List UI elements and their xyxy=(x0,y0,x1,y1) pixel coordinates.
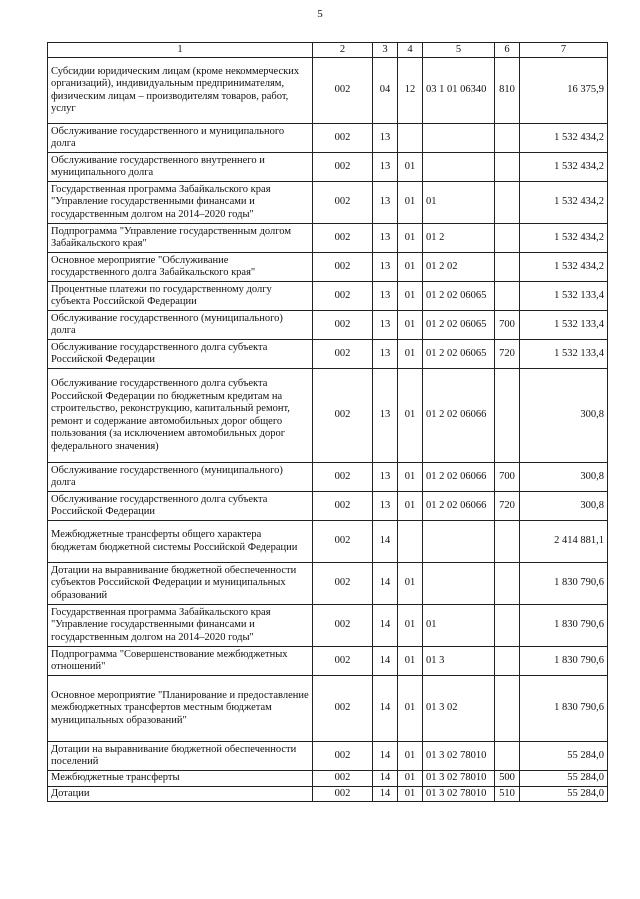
row-expense-type: 510 xyxy=(495,786,520,802)
row-amount: 1 532 133,4 xyxy=(520,282,608,311)
row-expense-type xyxy=(495,282,520,311)
row-grbs-code: 002 xyxy=(313,58,373,124)
row-section-code: 13 xyxy=(373,224,398,253)
table-row xyxy=(48,463,608,492)
row-name: Обслуживание государственного долга субъекта Российской Федерации xyxy=(48,492,313,521)
row-section-code: 13 xyxy=(373,124,398,153)
row-subsection-code: 01 xyxy=(398,340,423,369)
row-section-code: 14 xyxy=(373,771,398,787)
table-row xyxy=(48,563,608,605)
row-expense-type xyxy=(495,605,520,647)
row-expense-type: 720 xyxy=(495,340,520,369)
header-col-1: 1 xyxy=(48,43,313,58)
row-subsection-code: 01 xyxy=(398,311,423,340)
row-name: Обслуживание государственного и муниципального долга xyxy=(48,124,313,153)
row-section-code: 14 xyxy=(373,563,398,605)
row-amount: 300,8 xyxy=(520,463,608,492)
table-row xyxy=(48,311,608,340)
row-amount: 300,8 xyxy=(520,369,608,463)
row-expense-type xyxy=(495,369,520,463)
table-header-row xyxy=(48,43,608,58)
row-name: Государственная программа Забайкальского края "Управление государственными финансами и государственным долгом на 2014–2020 годы" xyxy=(48,182,313,224)
row-amount: 55 284,0 xyxy=(520,786,608,802)
table-row xyxy=(48,224,608,253)
row-grbs-code: 002 xyxy=(313,124,373,153)
budget-table xyxy=(47,42,608,802)
row-name: Процентные платежи по государственному долгу субъекта Российской Федерации xyxy=(48,282,313,311)
row-subsection-code: 01 xyxy=(398,676,423,742)
row-expense-type xyxy=(495,124,520,153)
row-amount: 300,8 xyxy=(520,492,608,521)
row-section-code: 13 xyxy=(373,463,398,492)
row-grbs-code: 002 xyxy=(313,521,373,563)
table-row xyxy=(48,340,608,369)
row-amount: 1 532 434,2 xyxy=(520,224,608,253)
row-subsection-code: 01 xyxy=(398,647,423,676)
row-expense-type: 700 xyxy=(495,463,520,492)
row-target-article xyxy=(423,563,495,605)
row-expense-type xyxy=(495,153,520,182)
row-target-article xyxy=(423,521,495,563)
row-section-code: 13 xyxy=(373,369,398,463)
table-row xyxy=(48,521,608,563)
row-target-article: 01 2 02 06065 xyxy=(423,311,495,340)
row-amount: 55 284,0 xyxy=(520,742,608,771)
header-col-5: 5 xyxy=(423,43,495,58)
row-subsection-code: 01 xyxy=(398,253,423,282)
row-section-code: 14 xyxy=(373,605,398,647)
row-name: Обслуживание государственного (муниципального) долга xyxy=(48,463,313,492)
row-target-article: 01 2 02 06066 xyxy=(423,492,495,521)
row-grbs-code: 002 xyxy=(313,742,373,771)
row-grbs-code: 002 xyxy=(313,605,373,647)
row-grbs-code: 002 xyxy=(313,369,373,463)
row-grbs-code: 002 xyxy=(313,563,373,605)
row-name: Обслуживание государственного долга субъекта Российской Федерации по бюджетным кредитам на строительство, реконструкцию, капитальный ремонт, ремонт и содержание автомобильных дорог общего пользования (за исключением автомобильных дорог федерального значения) xyxy=(48,369,313,463)
table-row xyxy=(48,153,608,182)
row-name: Межбюджетные трансферты общего характера бюджетам бюджетной системы Российской Федерации xyxy=(48,521,313,563)
row-target-article: 01 2 02 06065 xyxy=(423,340,495,369)
row-grbs-code: 002 xyxy=(313,182,373,224)
row-amount: 1 532 133,4 xyxy=(520,340,608,369)
row-expense-type xyxy=(495,521,520,563)
row-target-article: 01 2 02 06066 xyxy=(423,463,495,492)
row-section-code: 13 xyxy=(373,253,398,282)
row-grbs-code: 002 xyxy=(313,282,373,311)
row-section-code: 13 xyxy=(373,492,398,521)
row-subsection-code: 01 xyxy=(398,786,423,802)
row-name: Обслуживание государственного долга субъекта Российской Федерации xyxy=(48,340,313,369)
row-section-code: 14 xyxy=(373,742,398,771)
row-subsection-code: 01 xyxy=(398,492,423,521)
row-amount: 1 532 434,2 xyxy=(520,153,608,182)
row-grbs-code: 002 xyxy=(313,771,373,787)
row-amount: 1 830 790,6 xyxy=(520,647,608,676)
table-row xyxy=(48,253,608,282)
table-row xyxy=(48,605,608,647)
row-target-article xyxy=(423,124,495,153)
row-grbs-code: 002 xyxy=(313,153,373,182)
row-expense-type: 810 xyxy=(495,58,520,124)
row-section-code: 13 xyxy=(373,311,398,340)
row-expense-type xyxy=(495,676,520,742)
header-col-2: 2 xyxy=(313,43,373,58)
row-name: Подпрограмма "Управление государственным долгом Забайкальского края" xyxy=(48,224,313,253)
row-section-code: 13 xyxy=(373,182,398,224)
header-col-6: 6 xyxy=(495,43,520,58)
row-name: Обслуживание государственного (муниципального) долга xyxy=(48,311,313,340)
row-amount: 55 284,0 xyxy=(520,771,608,787)
row-target-article: 01 3 02 xyxy=(423,676,495,742)
row-target-article: 01 3 02 78010 xyxy=(423,742,495,771)
row-amount: 1 830 790,6 xyxy=(520,563,608,605)
row-name: Межбюджетные трансферты xyxy=(48,771,313,787)
header-col-7: 7 xyxy=(520,43,608,58)
row-target-article: 03 1 01 06340 xyxy=(423,58,495,124)
row-target-article: 01 2 02 06065 xyxy=(423,282,495,311)
row-expense-type: 720 xyxy=(495,492,520,521)
header-col-3: 3 xyxy=(373,43,398,58)
header-col-4: 4 xyxy=(398,43,423,58)
row-grbs-code: 002 xyxy=(313,786,373,802)
row-target-article: 01 3 02 78010 xyxy=(423,771,495,787)
row-expense-type xyxy=(495,182,520,224)
row-target-article xyxy=(423,153,495,182)
row-name: Субсидии юридическим лицам (кроме некоммерческих организаций), индивидуальным предпринимателям, физическим лицам – производителям товаров, работ, услуг xyxy=(48,58,313,124)
row-section-code: 13 xyxy=(373,282,398,311)
row-section-code: 14 xyxy=(373,521,398,563)
row-expense-type xyxy=(495,647,520,676)
row-name: Дотации xyxy=(48,786,313,802)
row-subsection-code xyxy=(398,521,423,563)
row-target-article: 01 2 xyxy=(423,224,495,253)
table-row xyxy=(48,282,608,311)
row-grbs-code: 002 xyxy=(313,340,373,369)
row-target-article: 01 3 xyxy=(423,647,495,676)
row-subsection-code: 01 xyxy=(398,224,423,253)
table-row xyxy=(48,647,608,676)
row-section-code: 13 xyxy=(373,153,398,182)
row-name: Подпрограмма "Совершенствование межбюджетных отношений" xyxy=(48,647,313,676)
row-subsection-code: 12 xyxy=(398,58,423,124)
row-target-article: 01 xyxy=(423,182,495,224)
row-amount: 1 830 790,6 xyxy=(520,676,608,742)
row-amount: 1 532 133,4 xyxy=(520,311,608,340)
row-name: Дотации на выравнивание бюджетной обеспеченности субъектов Российской Федерации и муниципальных образований xyxy=(48,563,313,605)
row-grbs-code: 002 xyxy=(313,492,373,521)
row-subsection-code xyxy=(398,124,423,153)
row-amount: 1 532 434,2 xyxy=(520,253,608,282)
row-grbs-code: 002 xyxy=(313,253,373,282)
table-row xyxy=(48,676,608,742)
row-subsection-code: 01 xyxy=(398,369,423,463)
row-section-code: 14 xyxy=(373,786,398,802)
row-expense-type xyxy=(495,224,520,253)
row-amount: 2 414 881,1 xyxy=(520,521,608,563)
row-grbs-code: 002 xyxy=(313,224,373,253)
row-subsection-code: 01 xyxy=(398,605,423,647)
table-row xyxy=(48,492,608,521)
row-subsection-code: 01 xyxy=(398,771,423,787)
row-expense-type xyxy=(495,742,520,771)
row-grbs-code: 002 xyxy=(313,647,373,676)
table-row xyxy=(48,771,608,787)
table-row xyxy=(48,742,608,771)
row-amount: 1 532 434,2 xyxy=(520,182,608,224)
row-name: Основное мероприятие "Планирование и предоставление межбюджетных трансфертов местным бюджетам муниципальных образований" xyxy=(48,676,313,742)
table-row xyxy=(48,369,608,463)
table-row xyxy=(48,124,608,153)
row-name: Основное мероприятие "Обслуживание государственного долга Забайкальского края" xyxy=(48,253,313,282)
row-expense-type: 700 xyxy=(495,311,520,340)
row-grbs-code: 002 xyxy=(313,311,373,340)
table-row xyxy=(48,58,608,124)
row-amount: 1 532 434,2 xyxy=(520,124,608,153)
row-expense-type xyxy=(495,563,520,605)
row-target-article: 01 3 02 78010 xyxy=(423,786,495,802)
row-name: Обслуживание государственного внутреннего и муниципального долга xyxy=(48,153,313,182)
table-row xyxy=(48,182,608,224)
row-subsection-code: 01 xyxy=(398,563,423,605)
row-section-code: 13 xyxy=(373,340,398,369)
row-subsection-code: 01 xyxy=(398,742,423,771)
row-target-article: 01 2 02 xyxy=(423,253,495,282)
row-subsection-code: 01 xyxy=(398,182,423,224)
row-section-code: 14 xyxy=(373,647,398,676)
row-name: Государственная программа Забайкальского края "Управление государственными финансами и государственным долгом на 2014–2020 годы" xyxy=(48,605,313,647)
row-expense-type: 500 xyxy=(495,771,520,787)
row-amount: 16 375,9 xyxy=(520,58,608,124)
row-subsection-code: 01 xyxy=(398,282,423,311)
table-row xyxy=(48,786,608,802)
row-target-article: 01 2 02 06066 xyxy=(423,369,495,463)
row-section-code: 14 xyxy=(373,676,398,742)
row-section-code: 04 xyxy=(373,58,398,124)
page-number: 5 xyxy=(317,8,323,20)
row-target-article: 01 xyxy=(423,605,495,647)
row-grbs-code: 002 xyxy=(313,463,373,492)
row-expense-type xyxy=(495,253,520,282)
row-name: Дотации на выравнивание бюджетной обеспеченности поселений xyxy=(48,742,313,771)
row-amount: 1 830 790,6 xyxy=(520,605,608,647)
row-subsection-code: 01 xyxy=(398,153,423,182)
row-subsection-code: 01 xyxy=(398,463,423,492)
row-grbs-code: 002 xyxy=(313,676,373,742)
